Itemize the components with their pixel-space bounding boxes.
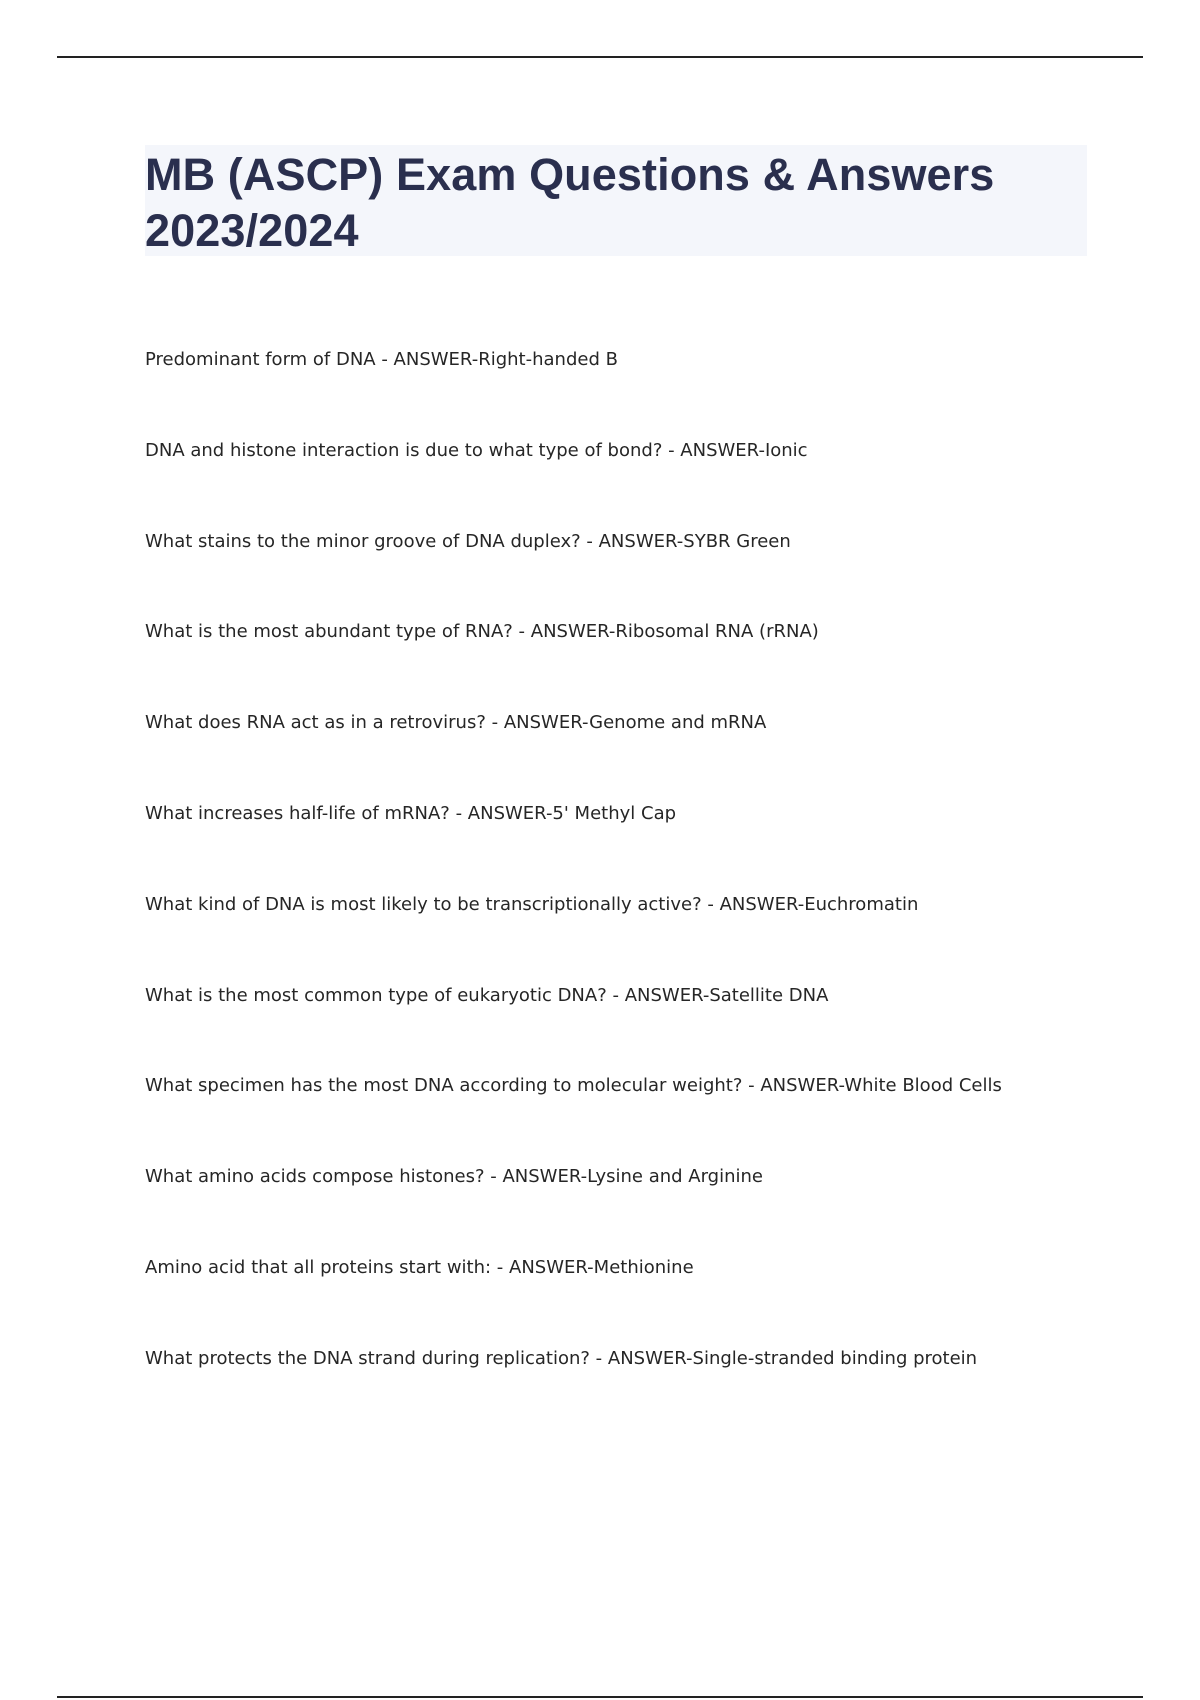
qa-item: DNA and histone interaction is due to what type of bond? - ANSWER-Ionic	[145, 439, 808, 461]
qa-item: Predominant form of DNA - ANSWER-Right-handed B	[145, 349, 618, 370]
bottom-divider	[57, 1696, 1143, 1698]
qa-item: What amino acids compose histones? - ANSWER-Lysine and Arginine	[145, 1166, 764, 1188]
qa-item: What specimen has the most DNA according to molecular weight? - ANSWER-White Blood Cells	[145, 1075, 1002, 1097]
qa-item: What is the most abundant type of RNA? - ANSWER-Ribosomal RNA (rRNA)	[145, 621, 819, 643]
qa-item: What protects the DNA strand during replication? - ANSWER-Single-stranded binding protein	[145, 1347, 978, 1369]
qa-item: What is the most common type of eukaryotic DNA? - ANSWER-Satellite DNA	[145, 984, 829, 1006]
qa-item: What increases half-life of mRNA? - ANSWER-5' Methyl Cap	[145, 802, 677, 824]
document-title: MB (ASCP) Exam Questions & Answers 2023/2024	[145, 149, 995, 256]
title-block	[145, 145, 1087, 256]
qa-item: What stains to the minor groove of DNA duplex? - ANSWER-SYBR Green	[145, 530, 791, 552]
top-divider	[57, 56, 1143, 58]
qa-list	[145, 346, 1145, 1436]
qa-item: What does RNA act as in a retrovirus? - ANSWER-Genome and mRNA	[145, 712, 767, 734]
qa-item: Amino acid that all proteins start with: - ANSWER-Methionine	[145, 1256, 694, 1278]
qa-item: What kind of DNA is most likely to be transcriptionally active? - ANSWER-Euchromatin	[145, 893, 919, 915]
